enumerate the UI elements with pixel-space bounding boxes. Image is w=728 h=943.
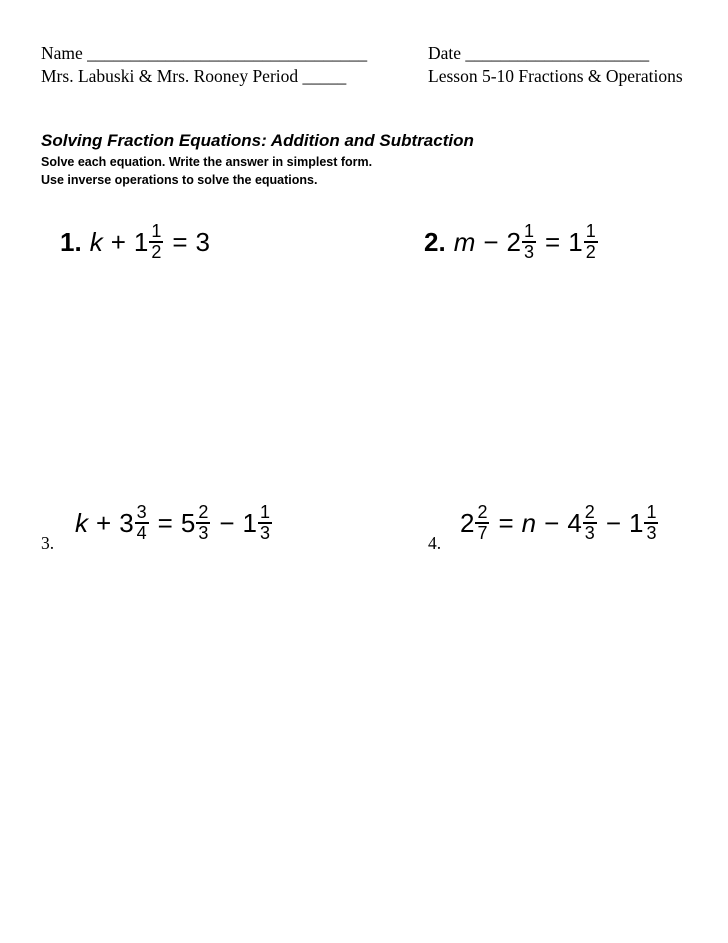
numerator: 2: [584, 502, 595, 522]
denominator: 3: [584, 523, 595, 543]
fraction: [196, 503, 210, 543]
instruction-1: Solve each equation. Write the answer in simplest form.: [41, 155, 373, 169]
equation-3: [75, 503, 273, 543]
whole-number: 3: [119, 507, 134, 538]
numerator: 1: [646, 502, 657, 522]
operator: −: [544, 507, 560, 538]
operator: +: [96, 507, 112, 538]
whole-number: 1: [133, 226, 149, 257]
numerator: 1: [151, 221, 162, 241]
equals-sign: =: [172, 226, 188, 257]
instruction-2: Use inverse operations to solve the equations.: [41, 173, 318, 187]
variable: m: [453, 226, 476, 257]
denominator: 3: [524, 242, 535, 262]
variable: n: [521, 507, 537, 538]
whole-number: 1: [242, 507, 257, 538]
numerator: 3: [136, 502, 147, 522]
denominator: 2: [151, 242, 162, 262]
equals-sign: =: [545, 226, 561, 257]
fraction: [135, 503, 149, 543]
fraction: [258, 503, 272, 543]
denominator: 3: [646, 523, 657, 543]
problem-number-3: 3.: [41, 533, 55, 553]
whole-number: 2: [506, 226, 522, 257]
equation-2: [424, 222, 599, 262]
denominator: 7: [477, 523, 488, 543]
right-hand-value: 3: [195, 226, 211, 257]
date-line: Date _____________________: [428, 43, 650, 63]
lesson-line: Lesson 5-10 Fractions & Operations: [428, 66, 683, 86]
numerator: 2: [198, 502, 209, 522]
equals-sign: =: [498, 507, 514, 538]
name-line: Name ________________________________: [41, 43, 368, 63]
equation-1: [60, 222, 210, 262]
teachers-period-line: Mrs. Labuski & Mrs. Rooney Period _____: [41, 66, 347, 86]
worksheet-title: Solving Fraction Equations: Addition and Subtraction: [41, 131, 474, 150]
fraction: [149, 222, 163, 262]
whole-number: 1: [629, 507, 644, 538]
denominator: 3: [198, 523, 209, 543]
operator: −: [605, 507, 621, 538]
problem-number: 1.: [60, 226, 82, 257]
denominator: 4: [136, 523, 147, 543]
operator: −: [219, 507, 235, 538]
fraction: [522, 222, 536, 262]
fraction: [583, 503, 597, 543]
denominator: 2: [585, 242, 596, 262]
whole-number: 4: [567, 507, 582, 538]
variable: k: [89, 226, 103, 257]
numerator: 1: [260, 502, 271, 522]
fraction: [584, 222, 598, 262]
fraction: [475, 503, 489, 543]
whole-number: 2: [460, 507, 475, 538]
equation-4: [460, 503, 659, 543]
operator: +: [110, 226, 126, 257]
problem-number: 2.: [424, 226, 446, 257]
variable: k: [75, 507, 88, 538]
problem-number-4: 4.: [428, 533, 442, 553]
whole-number: 5: [180, 507, 196, 538]
numerator: 2: [477, 502, 488, 522]
whole-number: 1: [568, 226, 583, 257]
fraction: [644, 503, 658, 543]
denominator: 3: [260, 523, 271, 543]
operator: −: [483, 226, 499, 257]
numerator: 1: [524, 221, 535, 241]
numerator: 1: [585, 221, 596, 241]
equals-sign: =: [157, 507, 173, 538]
